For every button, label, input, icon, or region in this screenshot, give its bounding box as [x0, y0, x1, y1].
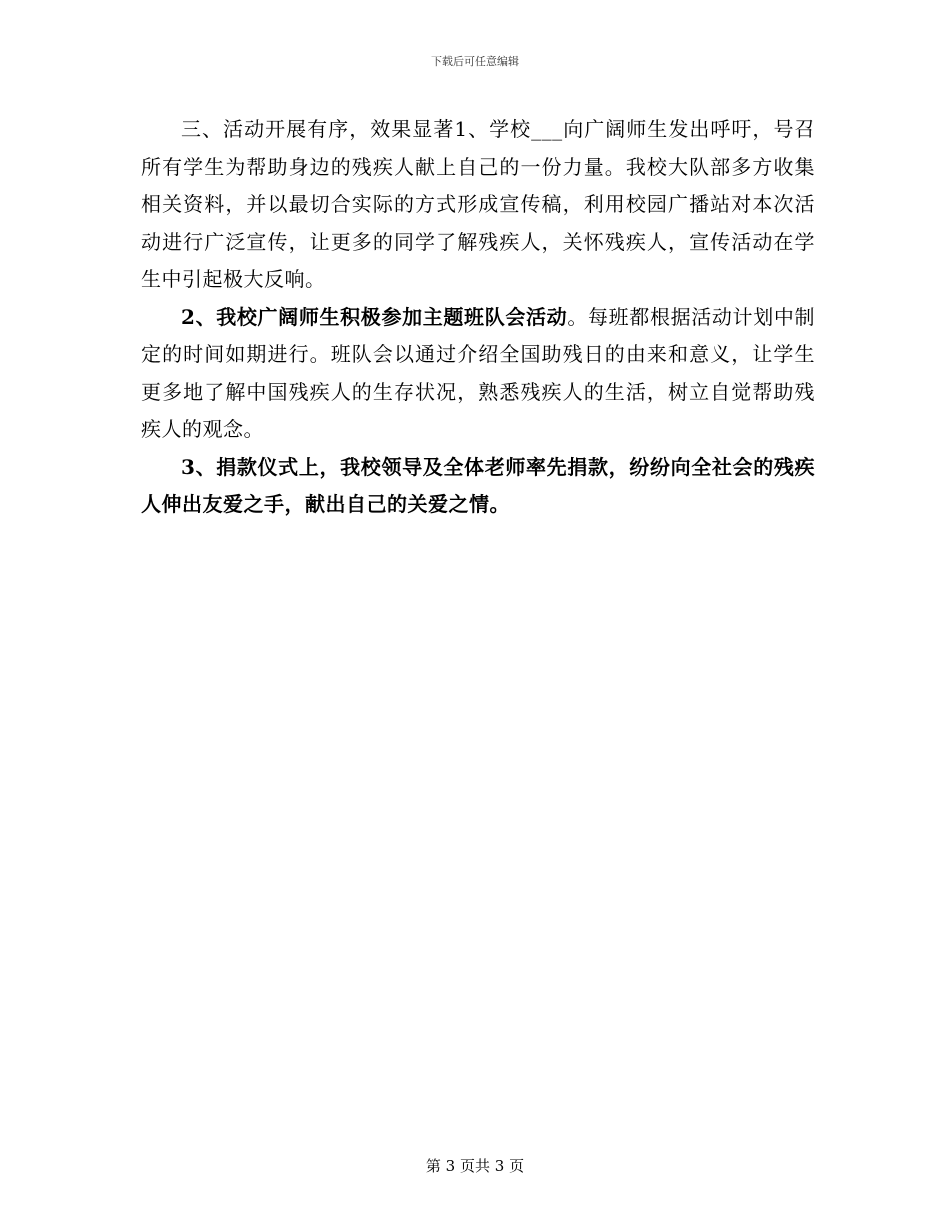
page-footer: 第 3 页共 3 页	[425, 1157, 525, 1175]
paragraph-donation: 3、捐款仪式上，我校领导及全体老师率先捐款，纷纷向全社会的残疾人伸出友爱之手，献出自己的关爱之情。	[141, 454, 815, 516]
paragraph-class-meeting-lead: 2、我校广阔师生积极参加主题班队会活动	[181, 304, 568, 329]
paragraph-class-meeting	[141, 299, 815, 449]
page-header: 下载后可任意编辑	[431, 55, 519, 68]
paragraph-activities: 三、活动开展有序，效果显著1、学校___向广阔师生发出呼吁，号召所有学生为帮助身边的残疾人献上自己的一份力量。我校大队部多方收集相关资料，并以最切合实际的方式形成宣传稿，利用校园广播站对本次活动进行广泛宣传，让更多的同学了解残疾人，关怀残疾人，宣传活动在学生中引起极大反响。	[141, 117, 815, 291]
document-body	[141, 111, 815, 524]
paragraph-class-meeting-body: 。每班都根据活动计划中制定的时间如期进行。班队会以通过介绍全国助残日的由来和意义，让学生更多地了解中国残疾人的生存状况，熟悉残疾人的生活，树立自觉帮助残疾人的观念。	[141, 304, 816, 441]
